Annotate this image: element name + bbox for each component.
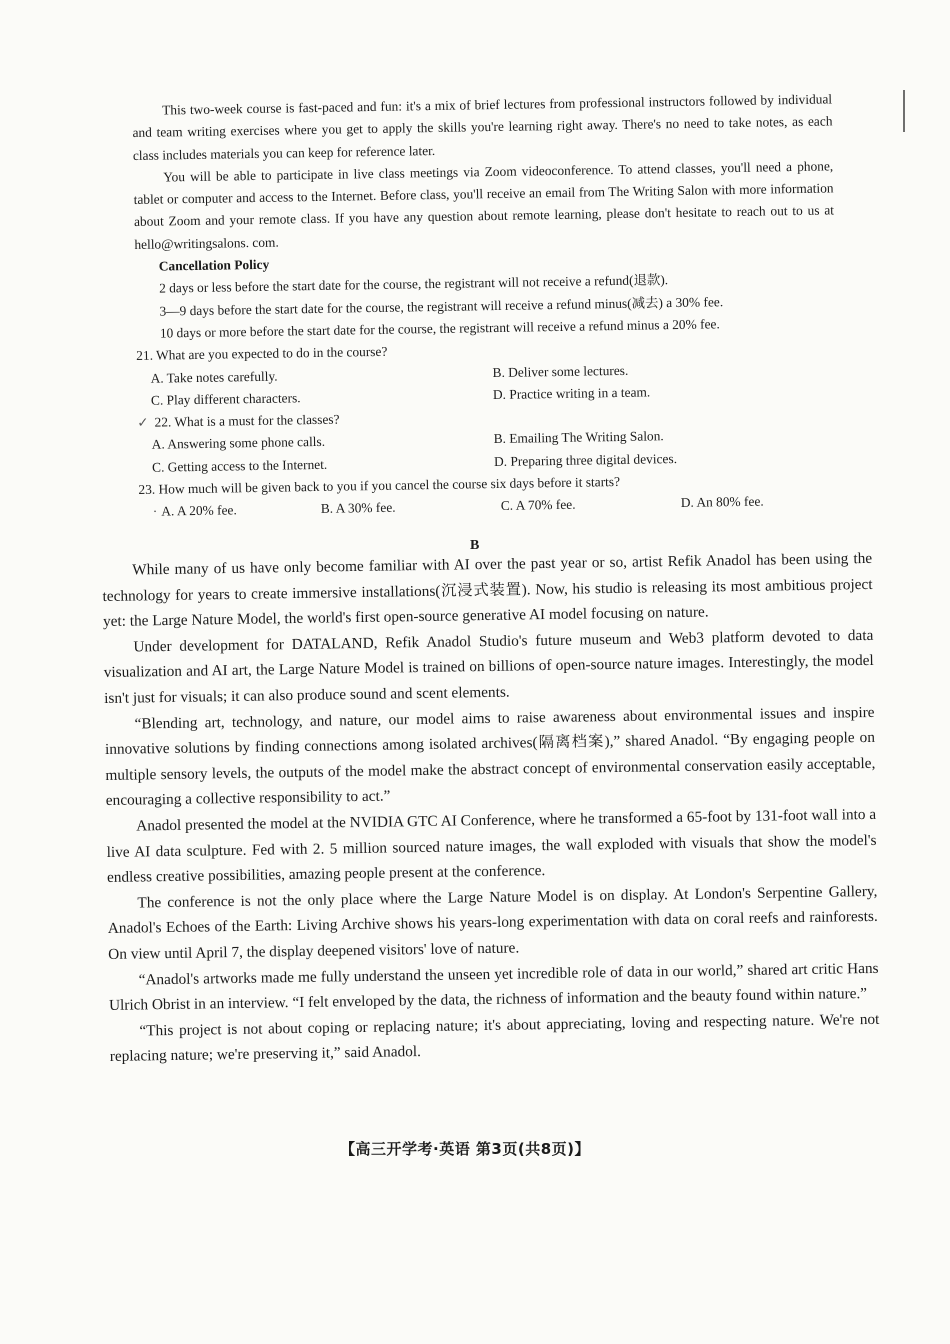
passage-b [102, 546, 880, 1070]
question-21-option-c: C. Play different characters. [150, 390, 301, 408]
passage-b-paragraph-3: “Blending art, technology, and nature, our model aims to raise awareness about environmental issues and inspire innovative solutions by finding connections among isolated archives(隔离档案),” shared Anadol. “By engaging people on multiple sensory levels, the outputs of the model make the abstract concept of environmental conservation easily acceptable, encouraging a collective responsibility to act.” [104, 703, 876, 810]
passage-a-paragraph-1: This two-week course is fast-paced and fun: it's a mix of brief lectures from professional instructors followed by individual and team writing exercises where you get to apply the skills you're learning right away. There's no need to take notes, as each class includes materials you can keep for reference later. [132, 91, 833, 163]
pencil-tick-icon: ✓ [137, 414, 149, 431]
question-23-stem: 23. How much will be given back to you if you cancel the course six days before it starts? [138, 474, 621, 497]
page-footer: 【高三开学考·英语 第3页(共8页)】 [340, 1140, 591, 1158]
question-23-option-c: C. A 70% fee. [500, 497, 576, 514]
margin-mark [903, 90, 905, 132]
question-21-stem: 21. What are you expected to do in the course? [136, 344, 388, 364]
question-23-option-a-text: A. A 20% fee. [161, 502, 237, 519]
question-21-option-d: D. Practice writing in a team. [492, 384, 651, 402]
policy-item-3: 10 days or more before the start date for the course, the registrant will receive a refund minus a 20% fee. [159, 316, 720, 341]
policy-item-1: 2 days or less before the start date for the course, the registrant will not receive a refund(退款). [159, 272, 669, 296]
passage-a-paragraph-2: You will be able to participate in live class meetings via Zoom videoconference. To attend classes, you'll need a phone, tablet or computer and access to the Internet. Before class, you'll receive an email from The Writing Salon with more information about Zoom and your remote class. If you have any question about remote learning, please don't hesitate to reach out to us at hello@writingsalons. com. [133, 158, 835, 252]
question-23-option-d: D. An 80% fee. [680, 493, 764, 511]
question-22-text: 22. What is a must for the classes? [154, 411, 340, 430]
question-22-option-c: C. Getting access to the Internet. [151, 456, 328, 475]
cancellation-policy-title: Cancellation Policy [158, 256, 270, 274]
dot-mark-icon: · [152, 503, 158, 520]
question-21-option-b: B. Deliver some lectures. [492, 362, 629, 380]
passage-b-paragraph-4: Anadol presented the model at the NVIDIA GTC AI Conference, where he transformed a 65-foot by 131-foot wall into a live AI data sculpture. Fed with 2. 5 million sourced nature images, the wall exploded with visuals that show the model's endless creative possibilities, amazing people present at the conference. [106, 805, 877, 887]
passage-b-paragraph-1: While many of us have only become familiar with AI over the past year or so, artist Refik Anadol has been using the technology for years to create immersive installations(沉浸式装置). Now, his studio is releasing its most ambitious project yet: the Large Nature Model, the world's first open-source generative AI model focusing on nature. [102, 549, 873, 631]
policy-item-2: 3—9 days before the start date for the course, the registrant will receive a refund minus(减去) a 30% fee. [159, 293, 724, 319]
passage-b-paragraph-2: Under development for DATALAND, Refik Anadol Studio's future museum and Web3 platform devoted to data visualization and AI art, the Large Nature Model is trained on billions of open-source nature images. Interestingly, the model isn't just for visuals; it can also produce sound and scent elements. [103, 626, 874, 707]
question-22-option-a: A. Answering some phone calls. [151, 434, 326, 453]
question-23-option-a [153, 498, 321, 523]
passage-b-paragraph-6: “Anadol's artworks made me fully understand the unseen yet incredible role of data in our world,” shared art critic Hans Ulrich Obrist in an interview. “I felt enveloped by the data, the richness of information and the beauty found within nature.” [108, 959, 879, 1015]
question-23-option-b: B. A 30% fee. [320, 500, 396, 517]
question-21-option-a: A. Take notes carefully. [150, 368, 278, 386]
question-22-option-b: B. Emailing The Writing Salon. [493, 428, 664, 447]
question-22-option-d: D. Preparing three digital devices. [493, 450, 678, 469]
section-b-label: B [470, 538, 480, 553]
passage-b-paragraph-5: The conference is not the only place where the Large Nature Model is on display. At London's Serpentine Gallery, Anadol's Echoes of the Earth: Living Archive shows his years-long experimentation with data on coral reefs and rainforests. On view until April 7, the display deepened visitors' love of nature. [107, 882, 878, 963]
passage-b-paragraph-7: “This project is not about coping or replacing nature; it's about appreciating, loving and respecting nature. We're not replacing nature; we're preserving it,” said Anadol. [109, 1010, 880, 1066]
passage-a [132, 88, 839, 523]
